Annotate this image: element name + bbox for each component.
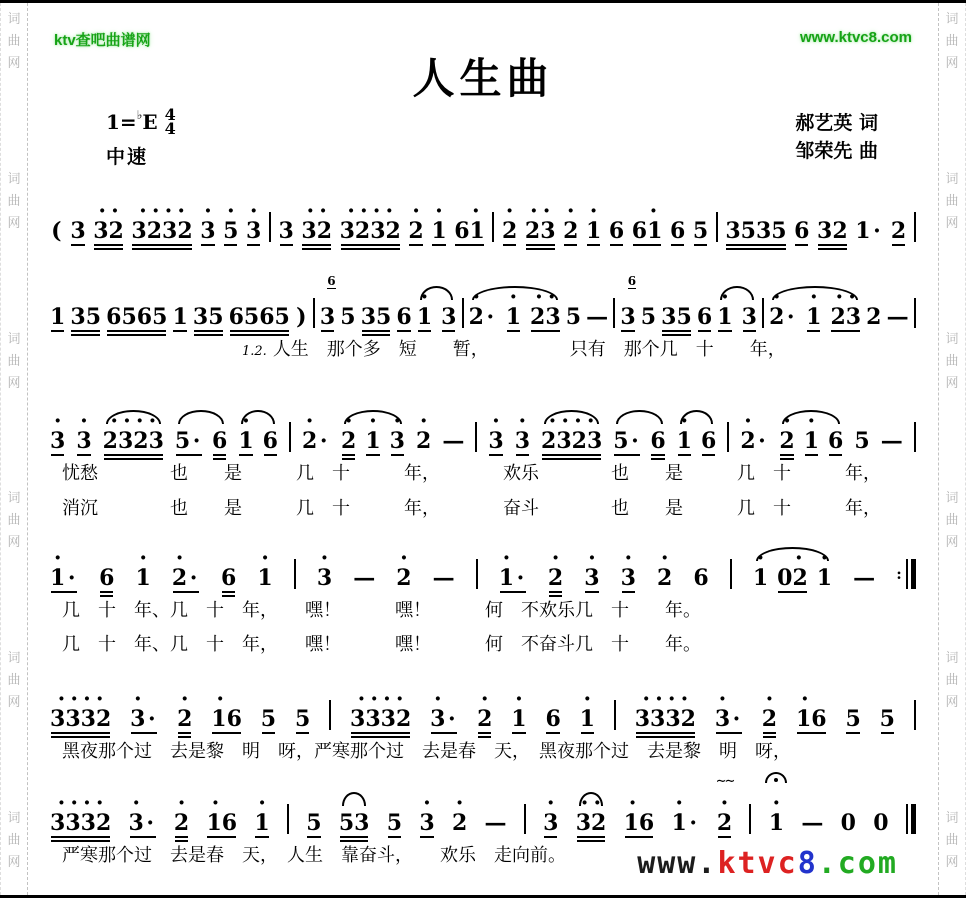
composer-credit: 邹荣先 曲 bbox=[795, 139, 878, 162]
time-signature bbox=[164, 105, 176, 138]
note-token: · 3 bbox=[50, 408, 66, 455]
bar-line bbox=[329, 700, 331, 730]
note-token: ) bbox=[296, 304, 307, 331]
note-token: · 61 bbox=[631, 198, 663, 245]
lyric-line: 几 十 年、几 十 年， 嘿！ 嘿！ 何 不欢乐几 十 年。 bbox=[62, 600, 701, 622]
note-token: · 3 bbox=[246, 198, 262, 245]
slur-group bbox=[779, 408, 844, 455]
note-token: · 1 bbox=[717, 284, 733, 331]
note-token: · 3 bbox=[419, 789, 435, 836]
side-watermark-text: 词 曲 网 bbox=[945, 651, 959, 711]
side-watermark-text: 词 曲 网 bbox=[945, 171, 959, 231]
side-watermark-text: 词 曲 网 bbox=[7, 331, 21, 391]
note-token: · 1 bbox=[585, 198, 602, 245]
system-2-verse-start bbox=[46, 274, 920, 362]
note-token: · 1 bbox=[254, 789, 270, 836]
note-token: · · 23 bbox=[530, 284, 561, 331]
note-token: 3 bbox=[319, 304, 336, 331]
note-token: 6 bbox=[700, 428, 717, 455]
key-prefix: 1= bbox=[106, 109, 137, 134]
note-token: 5 bbox=[260, 705, 277, 732]
note-token: · · · · 2323 bbox=[102, 408, 164, 455]
note-token: — bbox=[586, 304, 609, 331]
side-watermark-text: 词 曲 网 bbox=[7, 651, 21, 711]
note-token: 6565 bbox=[228, 304, 290, 331]
note-token: · 3 bbox=[316, 545, 333, 592]
note-token: · 16 bbox=[795, 685, 827, 732]
slur-group bbox=[238, 408, 278, 455]
note-token: · 3 bbox=[543, 789, 559, 836]
note-token: · 2 bbox=[779, 408, 795, 455]
note-token: 2 bbox=[866, 304, 882, 331]
note-token: · 3 · bbox=[715, 696, 743, 730]
note-token: · · · · 3332 bbox=[50, 789, 112, 836]
bar-line bbox=[762, 298, 764, 328]
note-token: · 3 · bbox=[430, 696, 458, 730]
note-token: 6 bbox=[545, 705, 561, 732]
side-watermark-text: 词 曲 网 bbox=[7, 171, 21, 231]
slur-group bbox=[752, 545, 833, 592]
bottom-watermark-link[interactable] bbox=[637, 846, 898, 881]
note-token: · · · · 3332 bbox=[634, 685, 696, 732]
note-token: · 1 · bbox=[50, 555, 78, 589]
slur-group bbox=[341, 408, 405, 455]
side-watermark-text: 词 曲 网 bbox=[945, 491, 959, 551]
page-frame bbox=[0, 3, 966, 895]
bar-line bbox=[475, 422, 477, 452]
slur-group bbox=[769, 284, 862, 331]
note-token: — bbox=[484, 809, 507, 836]
notation-line bbox=[46, 773, 920, 836]
note-token: · 61 bbox=[454, 198, 485, 245]
note-token: · 1 bbox=[676, 408, 692, 455]
note-token: · 2 bbox=[408, 198, 424, 245]
score-content bbox=[28, 3, 938, 895]
note-token: · 2 bbox=[341, 408, 357, 455]
note-token: 0 bbox=[873, 809, 889, 836]
note-token: 3 bbox=[620, 304, 636, 331]
bar-line bbox=[727, 422, 729, 452]
note-token: · 1 bbox=[511, 685, 527, 732]
bar-line bbox=[492, 212, 494, 242]
meter-numerator: 4 bbox=[164, 105, 176, 125]
note-token: 6 bbox=[650, 428, 666, 455]
note-token: · 1 bbox=[431, 198, 447, 245]
bar-line bbox=[914, 212, 916, 242]
note-token: 1 bbox=[50, 304, 66, 331]
note-token: · 1 bbox=[365, 408, 381, 455]
note-token: · 2 · bbox=[740, 408, 766, 455]
side-watermark-text: 词 曲 网 bbox=[7, 491, 21, 551]
note-token: · 1 bbox=[579, 685, 595, 732]
note-token: — bbox=[880, 428, 903, 455]
slur-group bbox=[174, 418, 228, 455]
note-token: · 2 bbox=[451, 789, 468, 836]
note-token: · · · · 3232 bbox=[339, 198, 401, 245]
note-token: · 1 bbox=[505, 284, 521, 331]
note-token: · · · · 3332 bbox=[350, 685, 412, 732]
note-token: 5 bbox=[854, 428, 870, 455]
note-token: 35 bbox=[192, 304, 224, 331]
watermark-segment: www. bbox=[637, 846, 718, 881]
note-token: 1 bbox=[172, 304, 188, 331]
note-token: 6 bbox=[693, 565, 709, 592]
note-token: · · 32 bbox=[93, 198, 124, 245]
note-token: · · 23 bbox=[524, 198, 556, 245]
note-token: · · · · 3332 bbox=[50, 685, 112, 732]
note-token: · 2 · bbox=[769, 284, 795, 331]
bar-line bbox=[716, 212, 718, 242]
side-watermark-left bbox=[0, 3, 28, 895]
note-token: · 3 bbox=[514, 408, 530, 455]
slur-group bbox=[102, 408, 164, 455]
note-token: 5 · bbox=[175, 418, 203, 452]
note-token: · 1 bbox=[816, 545, 833, 592]
side-watermark-text: 词 曲 网 bbox=[7, 12, 21, 71]
note-token: · 1 bbox=[803, 408, 820, 455]
note-token: · 1 · bbox=[671, 789, 698, 836]
note-token: ( bbox=[51, 218, 62, 245]
note-token: 3 bbox=[441, 304, 457, 331]
note-token: 6 bbox=[262, 428, 278, 455]
note-token: · 1 · bbox=[499, 555, 527, 589]
note-token: · 2 bbox=[547, 545, 564, 592]
note-token: · · · · 2323 bbox=[541, 408, 603, 455]
note-token: 3 bbox=[741, 304, 757, 331]
bar-line bbox=[914, 298, 916, 328]
watermark-segment: ktvc bbox=[717, 846, 798, 881]
grace-note: 6 bbox=[627, 274, 637, 289]
bar-line bbox=[749, 804, 751, 834]
note-token: · 16 bbox=[206, 789, 238, 836]
note-token: · 2 bbox=[563, 198, 579, 245]
note-token: — bbox=[432, 565, 455, 592]
note-token: 3 bbox=[278, 218, 294, 245]
notation-line bbox=[46, 274, 920, 331]
side-watermark-text: 词 曲 网 bbox=[945, 12, 959, 71]
note-token: · 1 bbox=[135, 545, 151, 592]
note-token: · · 32 bbox=[575, 789, 607, 836]
meter-denominator: 4 bbox=[164, 118, 176, 138]
bar-line bbox=[287, 804, 289, 834]
slur-group bbox=[468, 284, 561, 331]
notation-line bbox=[46, 408, 920, 455]
note-token: 6 bbox=[396, 304, 412, 331]
note-token: · 3 bbox=[76, 408, 92, 455]
note-token: — bbox=[853, 565, 876, 592]
note-token: · 2 · bbox=[172, 555, 200, 589]
bar-line bbox=[524, 804, 526, 834]
note-token: · 3 bbox=[389, 408, 405, 455]
side-watermark-text: 词 曲 网 bbox=[945, 331, 959, 391]
note-token: 6 bbox=[608, 218, 625, 245]
bar-line bbox=[289, 422, 291, 452]
note-token: · · 32 bbox=[301, 198, 333, 245]
final-bar bbox=[906, 804, 916, 834]
note-token: · 3 · bbox=[129, 800, 157, 834]
note-token: · 02 bbox=[777, 545, 808, 592]
bar-line bbox=[914, 700, 916, 730]
note-token: 5 bbox=[386, 809, 403, 836]
system-3 bbox=[46, 408, 920, 521]
verse-number: 1.2. bbox=[242, 344, 267, 360]
note-token: 5 bbox=[294, 705, 311, 732]
music-score bbox=[46, 198, 920, 868]
notation-line bbox=[46, 685, 920, 732]
note-token: · 3 · bbox=[130, 696, 158, 730]
bar-line bbox=[313, 298, 315, 328]
note-token: · 2 bbox=[177, 685, 193, 732]
slur-group bbox=[613, 418, 666, 455]
site-name-link[interactable]: ktv查吧曲谱网 bbox=[54, 32, 151, 49]
note-token: 35 bbox=[70, 304, 102, 331]
watermark-segment: 8 bbox=[797, 846, 818, 881]
repeat-end-bar: : bbox=[896, 559, 916, 589]
note-token: · 1 bbox=[769, 800, 784, 834]
lyric-line: 消沉 也 是 几 十 年， 奋斗 也 是 几 十 年， bbox=[62, 497, 881, 519]
note-token: · 3 bbox=[200, 198, 216, 245]
note-token: · 2 bbox=[396, 545, 412, 592]
lyric-line: 黑夜那个过 去是黎 明 呀，严寒那个过 去是春 天， 黑夜那个过 去是黎 明 呀， bbox=[62, 740, 791, 762]
slur-group bbox=[717, 284, 757, 331]
note-token: 35 bbox=[661, 304, 692, 331]
key-note: E bbox=[142, 109, 158, 134]
note-token: 6 bbox=[669, 218, 686, 245]
note-token: 6 bbox=[828, 428, 844, 455]
note-token: 5 · bbox=[613, 418, 641, 452]
note-token: 6 bbox=[696, 304, 713, 331]
notation-line bbox=[46, 545, 920, 592]
note-token: · 2 bbox=[657, 545, 673, 592]
lyric-line: 几 十 年、几 十 年， 嘿！ 嘿！ 何 不奋斗几 十 年。 bbox=[62, 634, 701, 656]
lyric-line: 严寒那个过 去是春 天， 人生 靠奋斗， 欢乐 走向前。 bbox=[62, 844, 566, 866]
credits bbox=[795, 110, 878, 165]
note-token: 0 bbox=[840, 809, 856, 836]
note-token: · · 23 bbox=[830, 284, 862, 331]
note-token: · 2 bbox=[477, 685, 493, 732]
bar-line bbox=[730, 559, 732, 589]
note-token: 6565 bbox=[106, 304, 168, 331]
note-token: · 16 bbox=[211, 685, 242, 732]
slur-group bbox=[339, 800, 370, 834]
score-meta bbox=[46, 106, 920, 178]
bar-line bbox=[613, 298, 615, 328]
note-token: 5 bbox=[306, 809, 322, 836]
song-title: 人生曲 bbox=[412, 54, 554, 103]
slur-group bbox=[416, 284, 457, 331]
note-token: 1 · bbox=[855, 218, 881, 245]
side-watermark-right bbox=[938, 3, 966, 895]
note-token: — bbox=[886, 304, 909, 331]
fermata-ornament bbox=[765, 772, 787, 783]
note-token: 6 bbox=[211, 428, 228, 455]
note-token: · 2 bbox=[173, 789, 190, 836]
bar-line bbox=[914, 422, 916, 452]
slur-group bbox=[541, 408, 603, 455]
note-token: — bbox=[353, 565, 376, 592]
system-4 bbox=[46, 545, 920, 658]
header-row bbox=[46, 29, 920, 50]
note-token: 6 bbox=[99, 565, 115, 592]
mordent-ornament: ∼∼ bbox=[715, 773, 734, 789]
note-token: 2 bbox=[890, 218, 907, 245]
system-1-intro bbox=[46, 198, 920, 245]
note-token: · 3 bbox=[620, 545, 636, 592]
note-token: · 3 bbox=[488, 408, 504, 455]
lyric-line: 忧愁 也 是 几 十 年， 欢乐 也 是 几 十 年， bbox=[62, 463, 881, 485]
bar-line bbox=[614, 700, 616, 730]
note-token: · 1 bbox=[238, 408, 254, 455]
note-token: · 16 bbox=[623, 789, 655, 836]
note-token: · 2 bbox=[761, 685, 778, 732]
note-token: 5 6 bbox=[627, 274, 657, 331]
system-5 bbox=[46, 685, 920, 764]
note-token: · 2 · bbox=[301, 408, 328, 455]
note-token: 3535 bbox=[725, 218, 787, 245]
lyricist-credit: 郝艺英 词 bbox=[795, 112, 878, 135]
note-token: · 2 ∼∼ bbox=[715, 773, 734, 836]
notation-line bbox=[46, 198, 920, 245]
note-token: 53 bbox=[338, 809, 370, 836]
note-token: · 2 bbox=[501, 198, 518, 245]
note-token: 6 bbox=[794, 218, 810, 245]
key-signature bbox=[106, 105, 176, 138]
watermark-segment: .com bbox=[817, 846, 898, 881]
bar-line bbox=[294, 559, 296, 589]
lyric-line: 1.2. 人生 那个多 短 暂， 只有 那个几 十 年， bbox=[242, 339, 786, 361]
side-watermark-text: 词 曲 网 bbox=[945, 810, 959, 870]
note-token: 3 bbox=[70, 218, 86, 245]
slur-group bbox=[575, 789, 607, 836]
bar-line bbox=[269, 212, 271, 242]
bar-line bbox=[476, 559, 478, 589]
grace-note: 6 bbox=[327, 274, 336, 289]
note-token: — bbox=[801, 809, 824, 836]
slur-group bbox=[676, 408, 717, 455]
note-token: · 2 bbox=[416, 408, 432, 455]
note-token: — bbox=[442, 428, 465, 455]
note-token: · 1 bbox=[806, 284, 822, 331]
bar-line bbox=[462, 298, 464, 328]
flat-sign: ♭ bbox=[136, 107, 143, 122]
site-url-link[interactable]: www.ktvc8.com bbox=[800, 29, 912, 46]
note-token: 5 bbox=[692, 218, 709, 245]
side-watermark-text: 词 曲 网 bbox=[7, 810, 21, 870]
note-token: · 2 · bbox=[468, 284, 495, 331]
note-token: 5 bbox=[845, 705, 861, 732]
note-token: · 3 bbox=[584, 545, 600, 592]
note-token: 5 bbox=[565, 304, 582, 331]
tempo-marking: 中速 bbox=[106, 146, 149, 169]
note-token: 32 bbox=[817, 218, 848, 245]
note-token: 35 bbox=[360, 304, 392, 331]
note-token: 5 bbox=[879, 705, 895, 732]
note-token: 5 6 bbox=[327, 274, 356, 331]
note-token: 6 bbox=[221, 565, 237, 592]
note-token: · 5 bbox=[223, 198, 239, 245]
note-token: · 1 bbox=[416, 284, 433, 331]
note-token: · 1 bbox=[257, 545, 273, 592]
note-token: · 1 bbox=[752, 545, 769, 592]
note-token: · · · · 3232 bbox=[131, 198, 193, 245]
